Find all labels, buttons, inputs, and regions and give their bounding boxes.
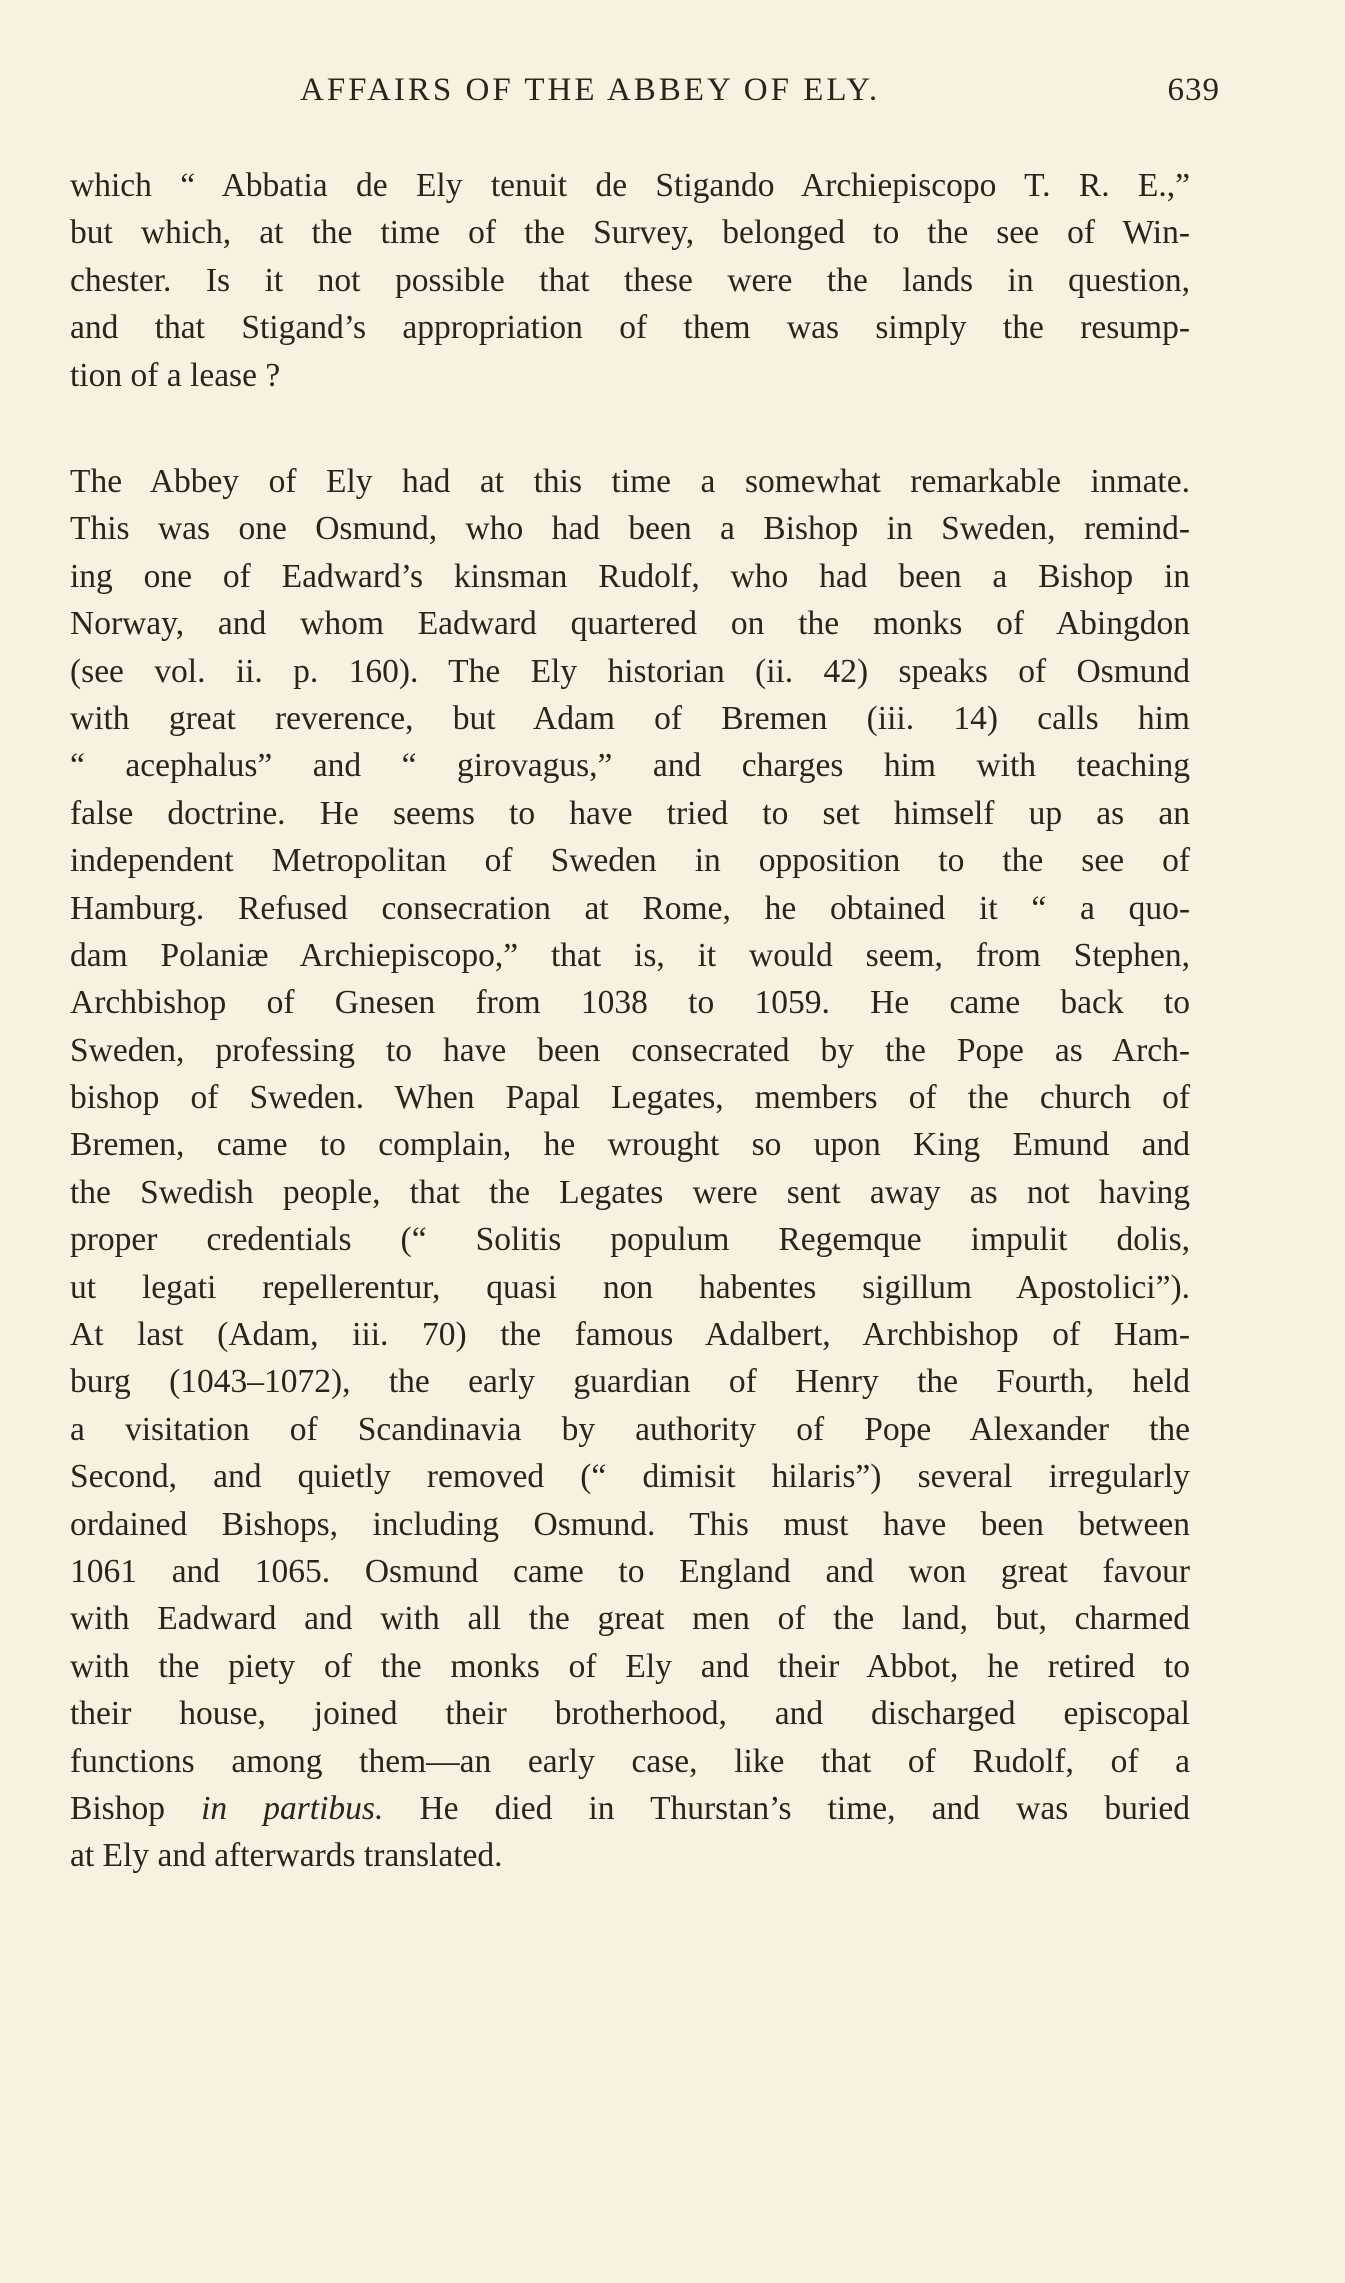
text-line: Hamburg. Refused consecration at Rome, he obtained it “ a quo- <box>70 889 1190 927</box>
text-line: with the piety of the monks of Ely and their Abbot, he retired to <box>70 1647 1190 1685</box>
text-line: “ acephalus” and “ girovagus,” and charges him with teaching <box>70 747 1190 785</box>
text-line: This was one Osmund, who had been a Bishop in Sweden, remind- <box>70 510 1190 548</box>
text-line: ing one of Eadward’s kinsman Rudolf, who had been a Bishop in <box>70 557 1190 595</box>
text-line: the Swedish people, that the Legates were sent away as not having <box>70 1173 1190 1211</box>
text-fragment: He died in Thurstan’s time, and was buried <box>383 1789 1190 1827</box>
text-line: ordained Bishops, including Osmund. This must have been between <box>70 1505 1190 1543</box>
text-line: false doctrine. He seems to have tried to set himself up as an <box>70 794 1190 832</box>
text-line: at Ely and afterwards translated. <box>70 1837 503 1875</box>
text-line: their house, joined their brotherhood, and discharged episcopal <box>70 1695 1190 1733</box>
text-line: with great reverence, but Adam of Bremen (iii. 14) calls him <box>70 699 1190 737</box>
italic-phrase: in partibus. <box>201 1789 384 1827</box>
text-line: independent Metropolitan of Sweden in opposition to the see of <box>70 842 1190 880</box>
text-line: 1061 and 1065. Osmund came to England and won great favour <box>70 1552 1190 1590</box>
text-line: burg (1043–1072), the early guardian of Henry the Fourth, held <box>70 1363 1190 1401</box>
running-head: AFFAIRS OF THE ABBEY OF ELY. <box>300 72 881 108</box>
paragraph-stigand-lands <box>70 162 1190 399</box>
text-line: proper credentials (“ Solitis populum Regemque impulit dolis, <box>70 1221 1190 1259</box>
text-line: dam Polaniæ Archiepiscopo,” that is, it would seem, from Stephen, <box>70 936 1190 974</box>
page-header <box>70 72 1220 122</box>
text-line: ut legati repellerentur, quasi non habentes sigillum Apostolici”). <box>70 1268 1190 1306</box>
text-line: The Abbey of Ely had at this time a somewhat remarkable inmate. <box>70 463 1190 500</box>
text-line: a visitation of Scandinavia by authority of Pope Alexander the <box>70 1410 1190 1448</box>
text-line: bishop of Sweden. When Papal Legates, members of the church of <box>70 1079 1190 1117</box>
text-line: which “ Abbatia de Ely tenuit de Stigando Archiepiscopo T. R. E.,” <box>70 167 1190 204</box>
text-line: Bremen, came to complain, he wrought so upon King Emund and <box>70 1126 1190 1164</box>
text-line: but which, at the time of the Survey, belonged to the see of Win- <box>70 214 1190 252</box>
text-line: Sweden, professing to have been consecrated by the Pope as Arch- <box>70 1031 1190 1069</box>
text-line: functions among them—an early case, like that of Rudolf, of a <box>70 1742 1190 1780</box>
text-line: At last (Adam, iii. 70) the famous Adalbert, Archbishop of Ham- <box>70 1316 1190 1354</box>
page-number: 639 <box>1167 72 1220 108</box>
paragraph-osmund <box>70 458 1190 1880</box>
text-line: (see vol. ii. p. 160). The Ely historian (ii. 42) speaks of Osmund <box>70 652 1190 690</box>
text-line: with Eadward and with all the great men of the land, but, charmed <box>70 1600 1190 1638</box>
text-line: Second, and quietly removed (“ dimisit hilaris”) several irregularly <box>70 1458 1190 1496</box>
text-line: chester. Is it not possible that these were the lands in question, <box>70 261 1190 299</box>
text-line: Archbishop of Gnesen from 1038 to 1059. He came back to <box>70 984 1190 1022</box>
text-line-mixed <box>70 1785 1190 1832</box>
text-line: and that Stigand’s appropriation of them was simply the resump- <box>70 309 1190 347</box>
text-line: tion of a lease ? <box>70 356 281 394</box>
text-fragment: Bishop <box>70 1789 202 1827</box>
text-line: Norway, and whom Eadward quartered on the monks of Abingdon <box>70 605 1190 643</box>
